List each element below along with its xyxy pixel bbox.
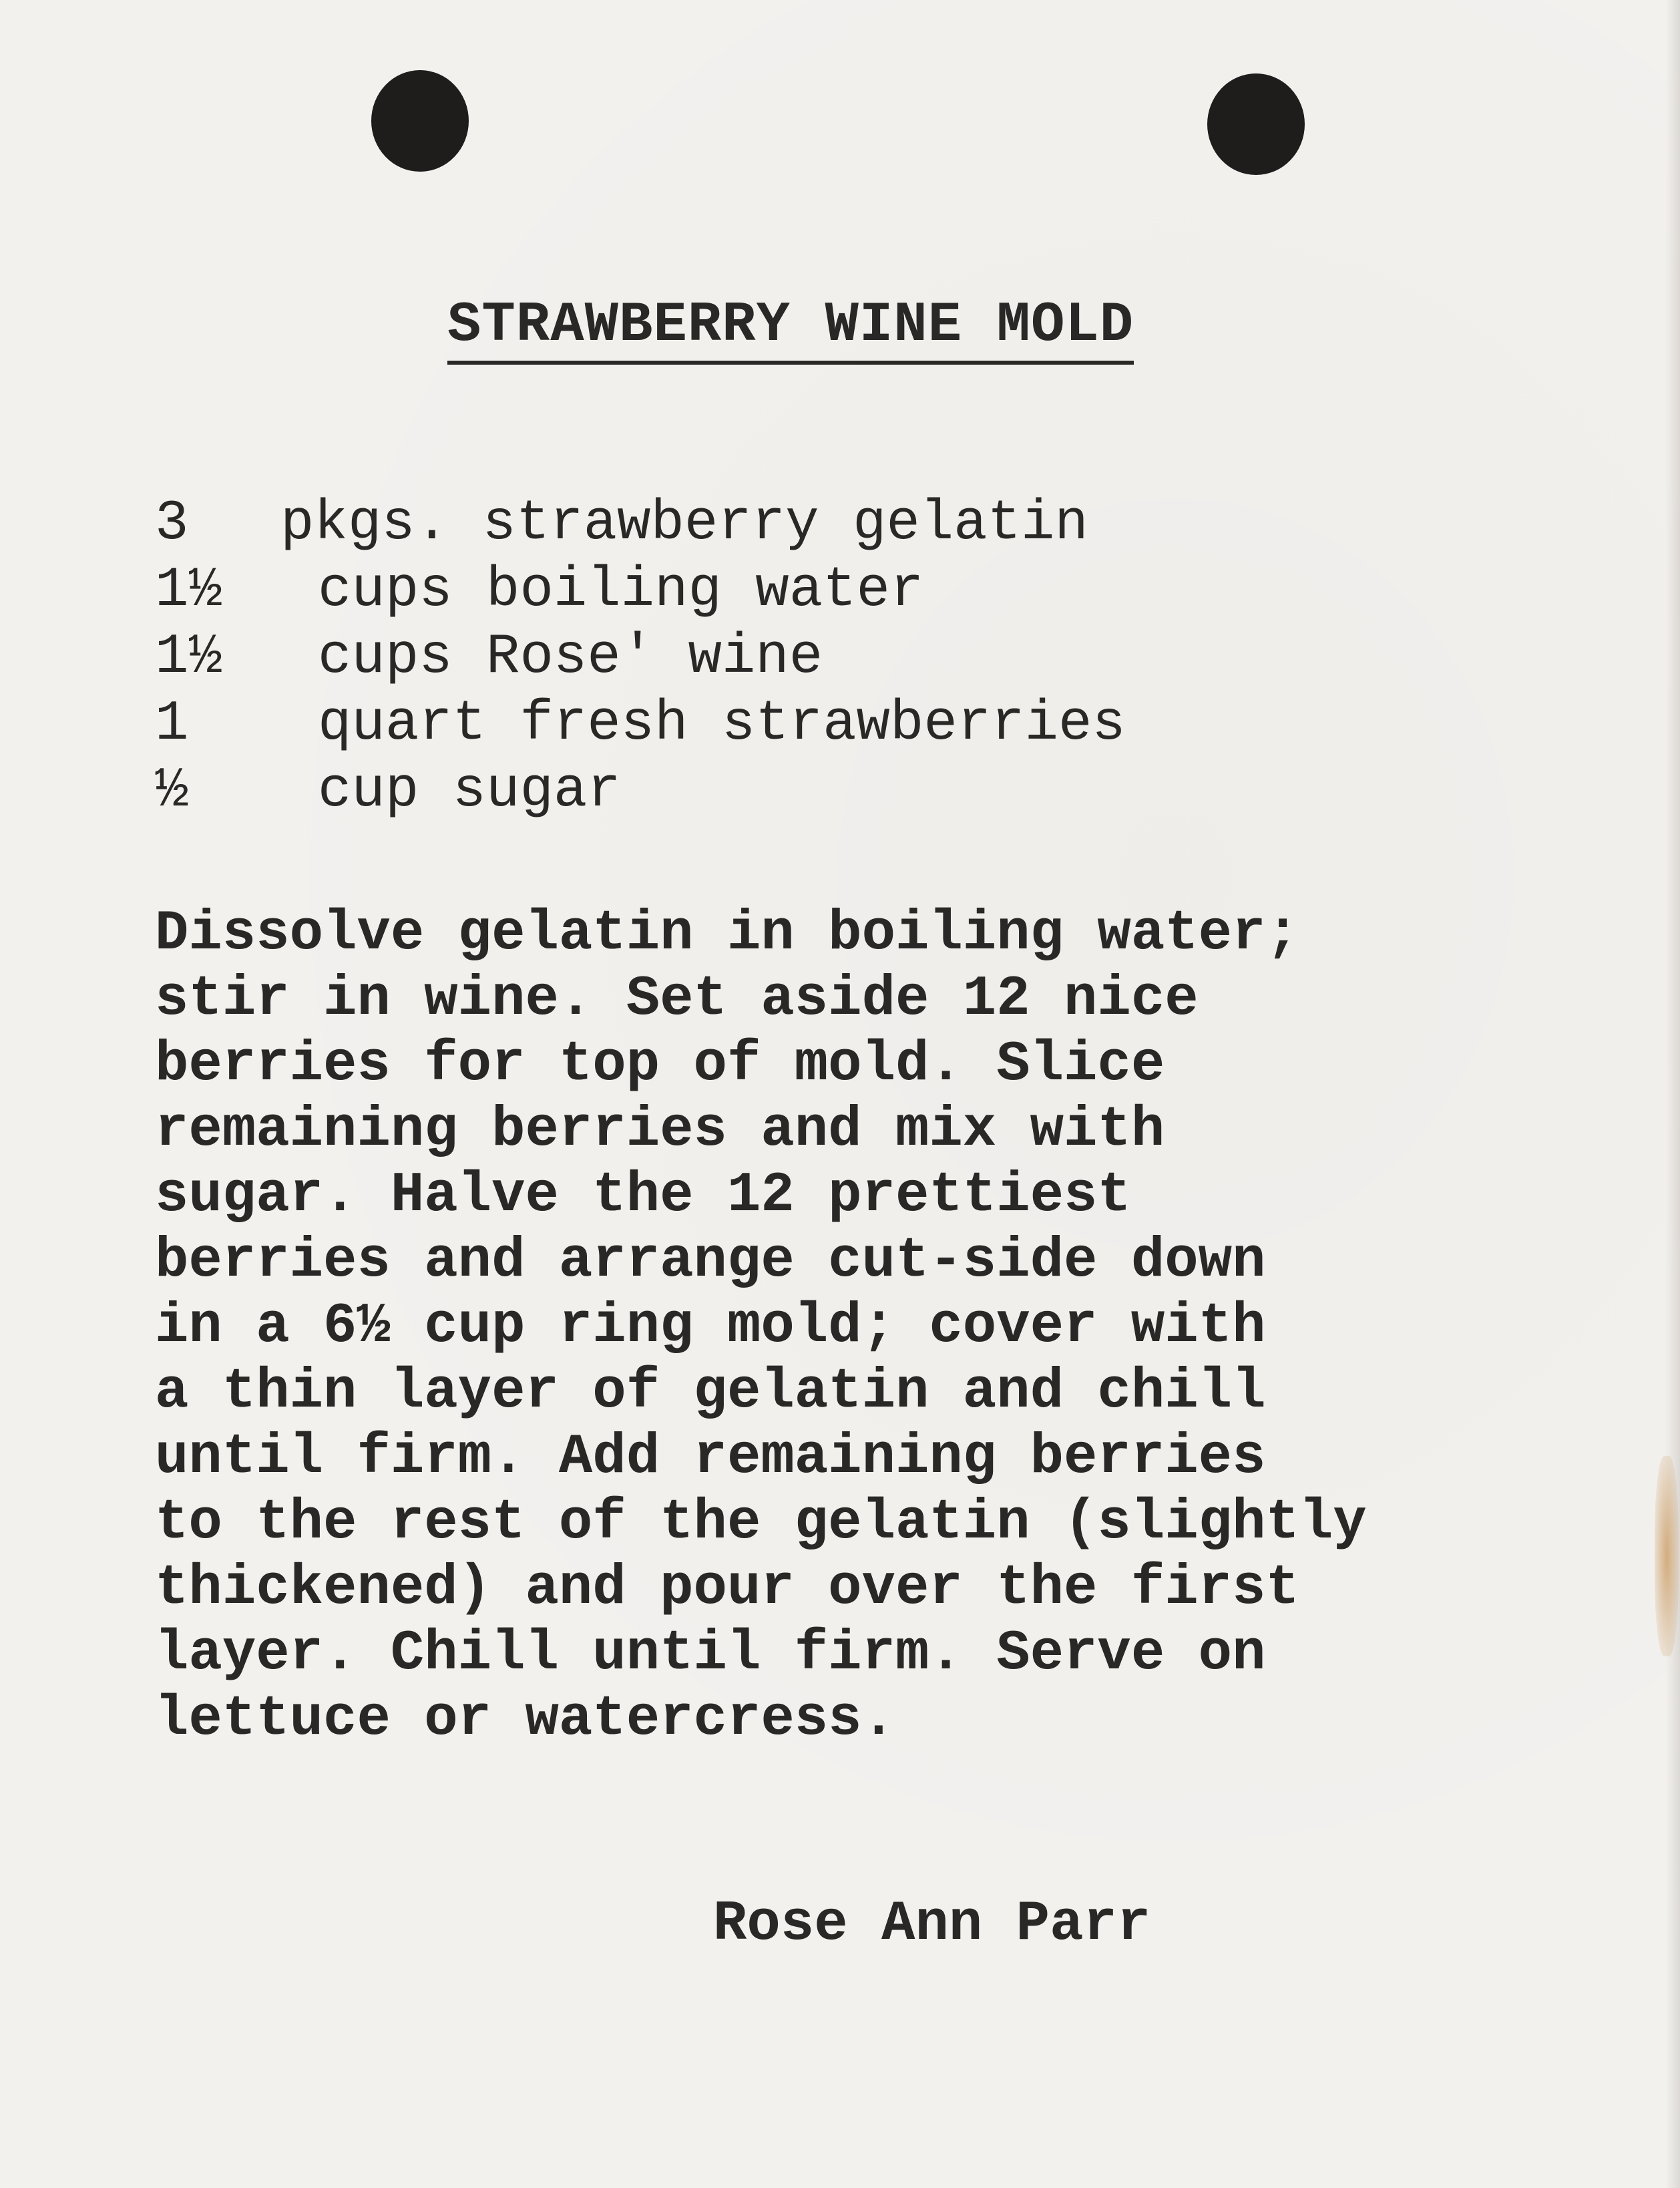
instruction-line: a thin layer of gelatin and chill (155, 1360, 1266, 1424)
instruction-line: lettuce or watercress. (155, 1688, 895, 1751)
ingredient-quantity: 1½ (155, 559, 222, 622)
ingredient-text: cups Rose' wine (318, 626, 823, 689)
ingredient-text: pkgs. strawberry gelatin (280, 492, 1088, 556)
ingredient-text: cups boiling water (318, 559, 924, 622)
instruction-line: remaining berries and mix with (155, 1099, 1165, 1162)
punch-hole-right (1207, 73, 1305, 175)
author-signature: Rose Ann Parr (713, 1893, 1151, 1956)
instruction-line: berries for top of mold. Slice (155, 1033, 1165, 1097)
instruction-line: berries and arrange cut-side down (155, 1230, 1266, 1293)
ingredient-text: cup sugar (318, 759, 621, 823)
ingredient-quantity: ½ (155, 759, 189, 823)
instruction-line: in a 6½ cup ring mold; cover with (155, 1295, 1266, 1358)
instruction-line: until firm. Add remaining berries (155, 1426, 1266, 1489)
instruction-line: stir in wine. Set aside 12 nice (155, 968, 1199, 1031)
ingredient-quantity: 1 (155, 693, 189, 756)
instruction-line: Dissolve gelatin in boiling water; (155, 902, 1299, 966)
ingredient-quantity: 3 (155, 492, 189, 556)
recipe-title: STRAWBERRY WINE MOLD (447, 294, 1134, 365)
punch-hole-left (371, 70, 469, 172)
instruction-line: sugar. Halve the 12 prettiest (155, 1164, 1131, 1228)
instruction-line: thickened) and pour over the first (155, 1557, 1299, 1620)
stain-mark (1655, 1456, 1679, 1656)
ingredient-quantity: 1½ (155, 626, 222, 689)
instruction-line: layer. Chill until firm. Serve on (155, 1622, 1266, 1686)
instruction-line: to the rest of the gelatin (slightly (155, 1491, 1367, 1555)
card-edge-shadow (1665, 0, 1680, 2188)
ingredient-text: quart fresh strawberries (318, 693, 1126, 756)
instructions-paragraph (155, 902, 1367, 1753)
